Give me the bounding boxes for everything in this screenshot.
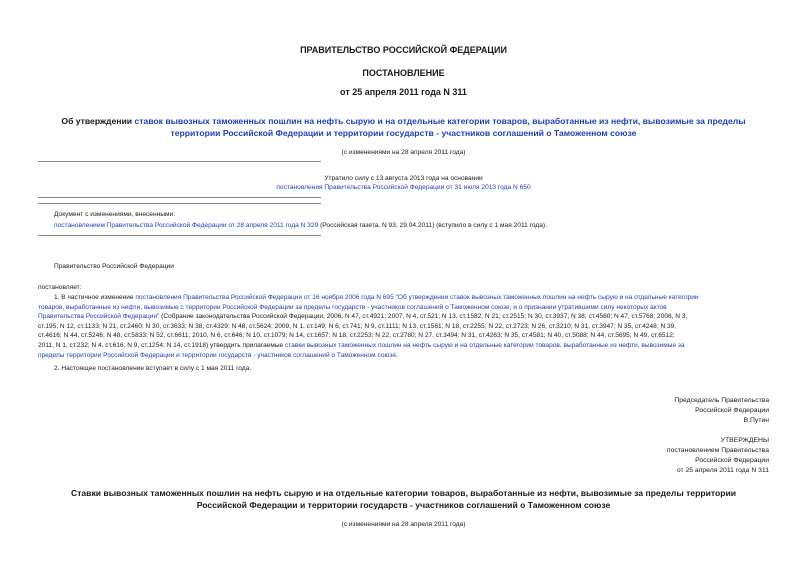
approved-heading: УТВЕРЖДЕНЫ xyxy=(720,437,769,444)
amended-by-link[interactable]: постановлением Правительства Российской Федерации от 28 апреля 2011 года N 329 xyxy=(54,222,319,229)
changes-note: (с изменениями на 28 апреля 2011 года) xyxy=(341,149,466,156)
title-link-line2[interactable]: территории Российской Федерации и территории государств - участников соглашений о Таможенном союзе xyxy=(170,128,637,138)
p1-link-695[interactable]: постановления Правительства Российской Федерации от 16 ноября 2006 года N 695 "Об утверждении ставок вывозных таможенных пошлин на нефть сырую и на отдельные категории xyxy=(135,294,699,301)
approved-block xyxy=(667,436,769,476)
government-heading: ПРАВИТЕЛЬСТВО РОССИЙСКОЙ ФЕДЕРАЦИИ xyxy=(300,45,507,55)
paragraph-1-line3 xyxy=(38,312,769,322)
p1-link-695-end[interactable]: Правительства Российской Федерации" xyxy=(38,313,160,321)
annex-title xyxy=(0,487,807,511)
p1-link-rates-cont[interactable]: пределы территории Российской Федерации и территории государств - участников соглашений о Таможенном союзе xyxy=(38,351,396,359)
signature-org: Российской Федерации xyxy=(695,407,769,414)
lost-force-link[interactable]: постановления Правительства Российской Федерации от 31 июля 2013 года N 650 xyxy=(276,184,531,191)
amended-by-line xyxy=(54,221,547,230)
amended-by-label: Документ с изменениями, внесенными: xyxy=(54,211,176,218)
paragraph-1-line6 xyxy=(38,341,769,351)
p1-link-rates[interactable]: ставки вывозных таможенных пошлин на нефть сырую и на отдельные категории товаров, выработанные из нефти, вывозимые за xyxy=(285,342,685,349)
lost-force-text: Утратило силу с 13 августа 2013 года на основании xyxy=(324,175,483,182)
signature-name: В.Путин xyxy=(743,417,769,424)
doc-date-number: от 25 апреля 2011 года N 311 xyxy=(340,87,467,97)
amended-by-tail: (Российская газета, N 93, 29.04.2011) (вступило в силу с 1 мая 2011 года). xyxy=(318,222,547,229)
divider xyxy=(38,197,321,198)
paragraph-1 xyxy=(38,293,769,303)
approved-org: Российской Федерации xyxy=(695,457,769,464)
resolution-title xyxy=(0,115,807,139)
doc-type-heading: ПОСТАНОВЛЕНИЕ xyxy=(362,68,445,78)
divider xyxy=(38,203,321,204)
paragraph-2: 2. Настоящее постановление вступает в силу с 1 мая 2011 года. xyxy=(54,365,252,372)
resolves-word: постановляет: xyxy=(38,284,82,291)
paragraph-1-line4: ст.195; N 12, ст.1133; N 21, ст.2460; N 30, ст.3633; N 38, ст.4329; N 48, ст.5624; 2009, N 1, ст.149; N 6, ст.741; N 9, ст.1111; N 13, ст.1561; N 18, ст.2255; N 22, ст.2723; N 26, ст.3210; N 31, ст.3947; N 35, ст.4248; N 39, xyxy=(38,322,677,330)
paragraph-1-line7 xyxy=(38,351,769,361)
annex-changes-note: (с изменениями на 28 апреля 2011 года) xyxy=(341,521,466,528)
divider xyxy=(38,161,321,162)
divider xyxy=(38,235,321,236)
p1-text: 1. В частичное изменение xyxy=(54,294,136,301)
title-prefix: Об утверждении xyxy=(61,116,135,126)
title-link-line1[interactable]: ставок вывозных таможенных пошлин на нефть сырую и на отдельные категории товаров, выработанные из нефти, вывозимые за пределы xyxy=(134,116,746,126)
p1-approve-text: 2011, N 1, ст.232; N 4, ст.616; N 9, ст.1254; N 14, ст.1918) утвердить прилагаемые xyxy=(38,342,286,349)
paragraph-1-line2 xyxy=(38,303,769,313)
paragraph-1-line5: ст.4616; N 44, ст.5246; N 48, ст.5833; N 52, ст.6611; 2010, N 6, ст.646; N 10, ст.1079; N 14, ст.1657; N 18, ст.2253; N 22, ст.2780; N 27, ст.3494; N 31, ст.4263; N 35, ст.4581; N 40, ст.5088; N 44, ст.5695; N 49, ст.6512; xyxy=(38,332,675,340)
approved-by: постановлением Правительства xyxy=(666,447,769,454)
p1-sources: (Собрание законодательства Российской Федерации, 2006, N 47, ст.4921; 2007, N 4, ст.521; N 13, ст.1582; N 21, ст.2515; N 30, ст.3937; N 38, ст.4560; N 47, ст.5768; 2008, N 3, xyxy=(159,313,688,321)
p1-end: . xyxy=(395,351,398,359)
approved-date: от 25 апреля 2011 года N 311 xyxy=(676,467,769,474)
annex-title-line2: Российской Федерации и территории государств - участников соглашений о Таможенном союзе xyxy=(196,500,611,510)
signature-block xyxy=(674,396,769,426)
annex-title-line1: Ставки вывозных таможенных пошлин на нефть сырую и на отдельные категории товаров, выработанные из нефти, вывозимые за пределы территории xyxy=(70,488,737,498)
p1-link-695-cont[interactable]: товаров, выработанные из нефти, вывозимые с территории Российской Федерации за пределы государств - участников соглашений о Таможенном союзе, и о признании утратившими силу некоторых актов xyxy=(38,303,667,311)
issuer: Правительство Российской Федерации xyxy=(54,263,174,270)
signature-title: Председатель Правительства xyxy=(674,397,769,404)
